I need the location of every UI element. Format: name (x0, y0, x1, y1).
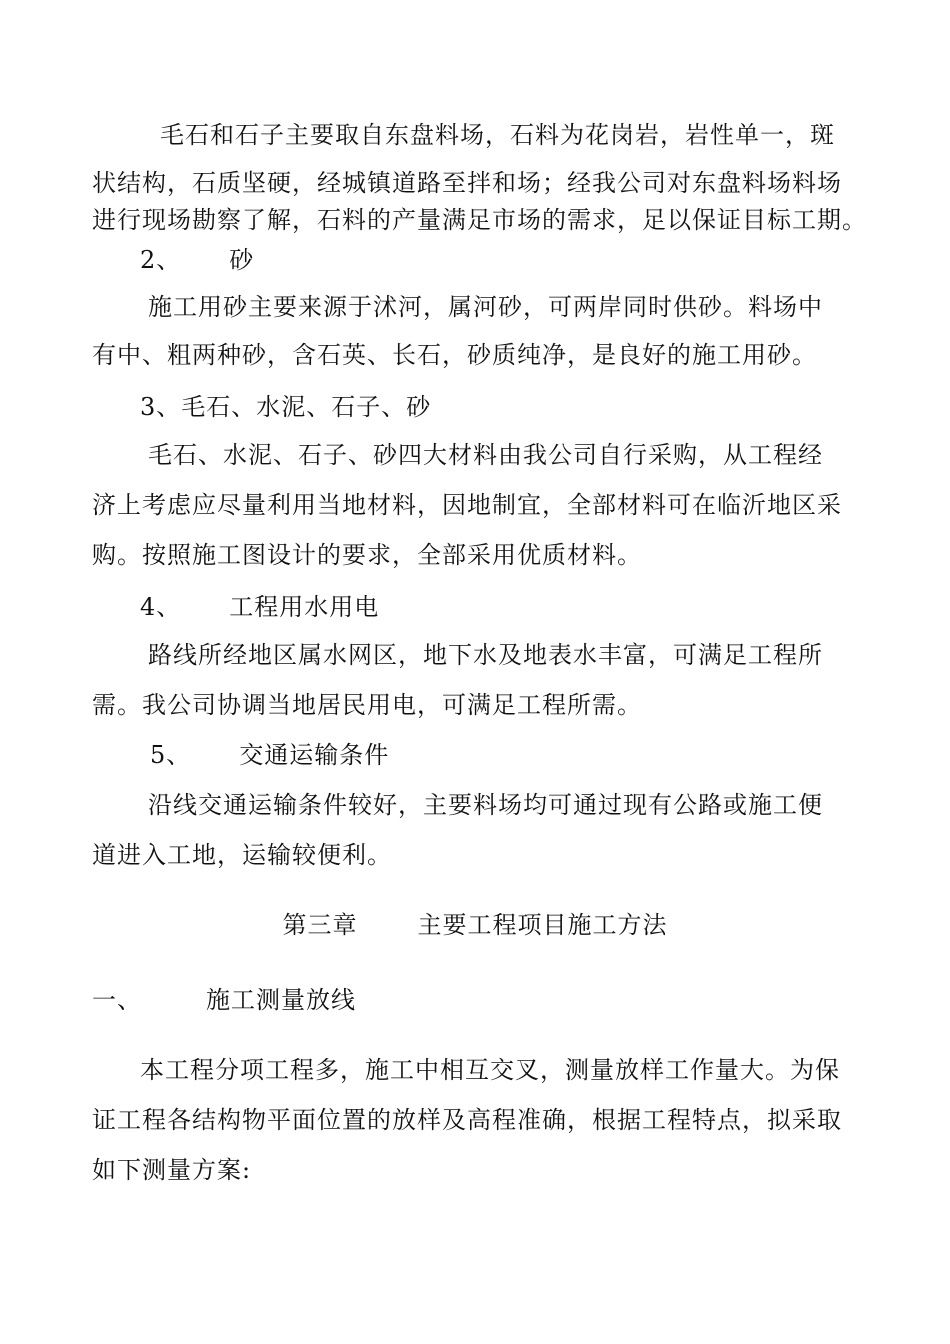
paragraph-line: 道进入工地，运输较便利。 (92, 841, 392, 869)
heading-number: 5、 (150, 741, 192, 769)
heading-materials: 3、毛石、水泥、石子、砂 (140, 393, 432, 421)
paragraph-line: 毛石和石子主要取自东盘料场，石料为花岗岩，岩性单一，斑 (160, 121, 835, 149)
section-number: 一、 (92, 986, 142, 1014)
heading-title: 工程用水用电 (229, 593, 380, 621)
paragraph-line: 需。我公司协调当地居民用电，可满足工程所需。 (92, 691, 642, 719)
paragraph-line: 施工用砂主要来源于沭河，属河砂，可两岸同时供砂。料场中 (148, 293, 823, 321)
chapter-number: 第三章 (282, 911, 358, 939)
section-title: 施工测量放线 (206, 986, 356, 1014)
paragraph-line: 证工程各结构物平面位置的放样及高程准确，根据工程特点，拟采取 (92, 1106, 842, 1134)
paragraph-line: 本工程分项工程多，施工中相互交叉，测量放样工作量大。为保 (140, 1056, 840, 1084)
heading-sand (140, 245, 254, 275)
heading-number: 2、 (140, 246, 182, 274)
heading-title: 交通运输条件 (239, 741, 390, 769)
heading-title: 砂 (229, 246, 255, 274)
heading-transport (150, 740, 389, 770)
paragraph-line: 状结构，石质坚硬，经城镇道路至拌和场；经我公司对东盘料场料场 (92, 169, 842, 197)
heading-water-power (140, 592, 379, 622)
paragraph-line: 购。按照施工图设计的要求，全部采用优质材料。 (92, 541, 642, 569)
paragraph-line: 沿线交通运输条件较好，主要料场均可通过现有公路或施工便 (148, 791, 823, 819)
paragraph-line: 如下测量方案: (92, 1156, 252, 1184)
paragraph-line: 毛石、水泥、石子、砂四大材料由我公司自行采购，从工程经 (148, 441, 823, 469)
chapter-heading (0, 910, 950, 940)
paragraph-line: 路线所经地区属水网区，地下水及地表水丰富，可满足工程所 (148, 641, 823, 669)
section-heading (92, 985, 356, 1015)
heading-number: 4、 (140, 593, 182, 621)
paragraph-line: 济上考虑应尽量利用当地材料，因地制宜，全部材料可在临沂地区采 (92, 491, 842, 519)
paragraph-line: 有中、粗两种砂，含石英、长石，砂质纯净，是良好的施工用砂。 (92, 341, 817, 369)
chapter-title: 主要工程项目施工方法 (417, 911, 668, 939)
paragraph-line: 进行现场勘察了解，石料的产量满足市场的需求，足以保证目标工期。 (92, 206, 867, 234)
